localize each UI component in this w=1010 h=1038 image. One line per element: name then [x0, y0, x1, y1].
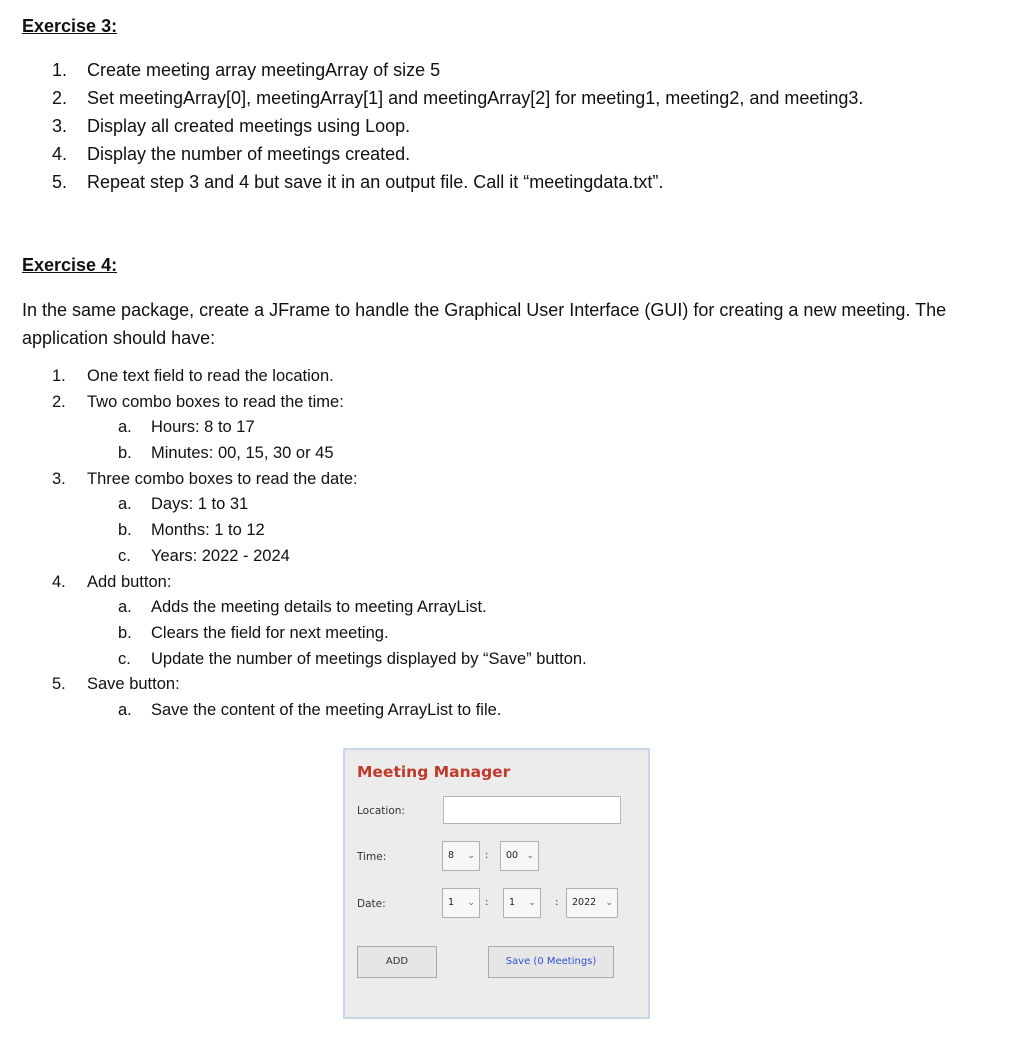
item-text: Hours: 8 to 17 — [151, 418, 255, 437]
exercise-4-intro: In the same package, create a JFrame to handle the Graphical User Interface (GUI) for creating a new meeting. The application should have: — [22, 300, 947, 348]
item-text: Minutes: 00, 15, 30 or 45 — [151, 444, 334, 463]
item-number: 2. — [52, 392, 66, 411]
hour-combo[interactable] — [442, 841, 480, 871]
item-text: Save the content of the meeting ArrayList to file. — [151, 700, 502, 719]
chevron-down-icon: ⌄ — [526, 851, 534, 861]
item-letter: a. — [118, 700, 132, 719]
item-text: Repeat step 3 and 4 but save it in an output file. Call it “meetingdata.txt”. — [87, 172, 664, 192]
meeting-manager-window — [343, 748, 650, 1019]
item-text: Display all created meetings using Loop. — [87, 116, 411, 136]
item-number: 1. — [52, 367, 66, 385]
item-number: 2. — [52, 88, 68, 108]
location-input[interactable] — [443, 796, 621, 824]
item-text: Display the number of meetings created. — [87, 144, 411, 164]
chevron-down-icon: ⌄ — [605, 898, 613, 908]
exercise-3-heading: Exercise 3: — [22, 16, 118, 36]
chevron-down-icon: ⌄ — [467, 851, 475, 861]
item-text: Clears the field for next meeting. — [151, 623, 389, 642]
item-text: Three combo boxes to read the date: — [87, 469, 358, 488]
hour-value: 8 — [448, 850, 455, 861]
item-letter: b. — [118, 521, 132, 540]
window-title: Meeting Manager — [357, 763, 511, 781]
chevron-down-icon: ⌄ — [528, 898, 536, 908]
month-combo[interactable] — [503, 888, 541, 918]
item-letter: b. — [118, 444, 132, 463]
item-text: Days: 1 to 31 — [151, 495, 249, 514]
item-letter: b. — [118, 623, 132, 642]
location-label: Location: — [357, 805, 405, 817]
item-number: 3. — [52, 469, 66, 488]
item-number: 4. — [52, 144, 68, 164]
item-text: Add button: — [87, 572, 172, 591]
item-text: One text field to read the location. — [87, 367, 334, 385]
item-letter: a. — [118, 598, 132, 617]
item-text: Years: 2022 - 2024 — [151, 546, 290, 565]
item-number: 1. — [52, 60, 68, 80]
date-separator: : — [485, 897, 489, 908]
item-letter: c. — [118, 649, 131, 668]
item-letter: c. — [118, 546, 131, 565]
minute-combo[interactable] — [500, 841, 539, 871]
item-text: Months: 1 to 12 — [151, 521, 265, 540]
exercise-4-heading: Exercise 4: — [22, 255, 118, 275]
minute-value: 00 — [506, 850, 519, 861]
item-text: Two combo boxes to read the time: — [87, 392, 344, 411]
year-combo[interactable] — [566, 888, 618, 918]
item-text: Set meetingArray[0], meetingArray[1] and meetingArray[2] for meeting1, meeting2, and meeting3. — [87, 88, 864, 108]
save-button[interactable]: Save (0 Meetings) — [488, 946, 614, 978]
item-text: Create meeting array meetingArray of size 5 — [87, 60, 441, 80]
date-label: Date: — [357, 898, 386, 910]
time-label: Time: — [357, 851, 387, 863]
item-text: Save button: — [87, 675, 180, 694]
day-value: 1 — [448, 897, 455, 908]
item-letter: a. — [118, 418, 132, 437]
month-value: 1 — [509, 897, 516, 908]
item-number: 3. — [52, 116, 68, 136]
item-number: 5. — [52, 675, 66, 694]
item-letter: a. — [118, 495, 132, 514]
year-value: 2022 — [572, 897, 597, 908]
day-combo[interactable] — [442, 888, 480, 918]
date-separator: : — [555, 897, 559, 908]
item-text: Adds the meeting details to meeting ArrayList. — [151, 598, 487, 617]
item-text: Update the number of meetings displayed by “Save” button. — [151, 649, 587, 668]
item-number: 4. — [52, 572, 66, 591]
chevron-down-icon: ⌄ — [467, 898, 475, 908]
add-button[interactable]: ADD — [357, 946, 437, 978]
item-number: 5. — [52, 172, 68, 192]
time-separator: : — [485, 850, 489, 861]
